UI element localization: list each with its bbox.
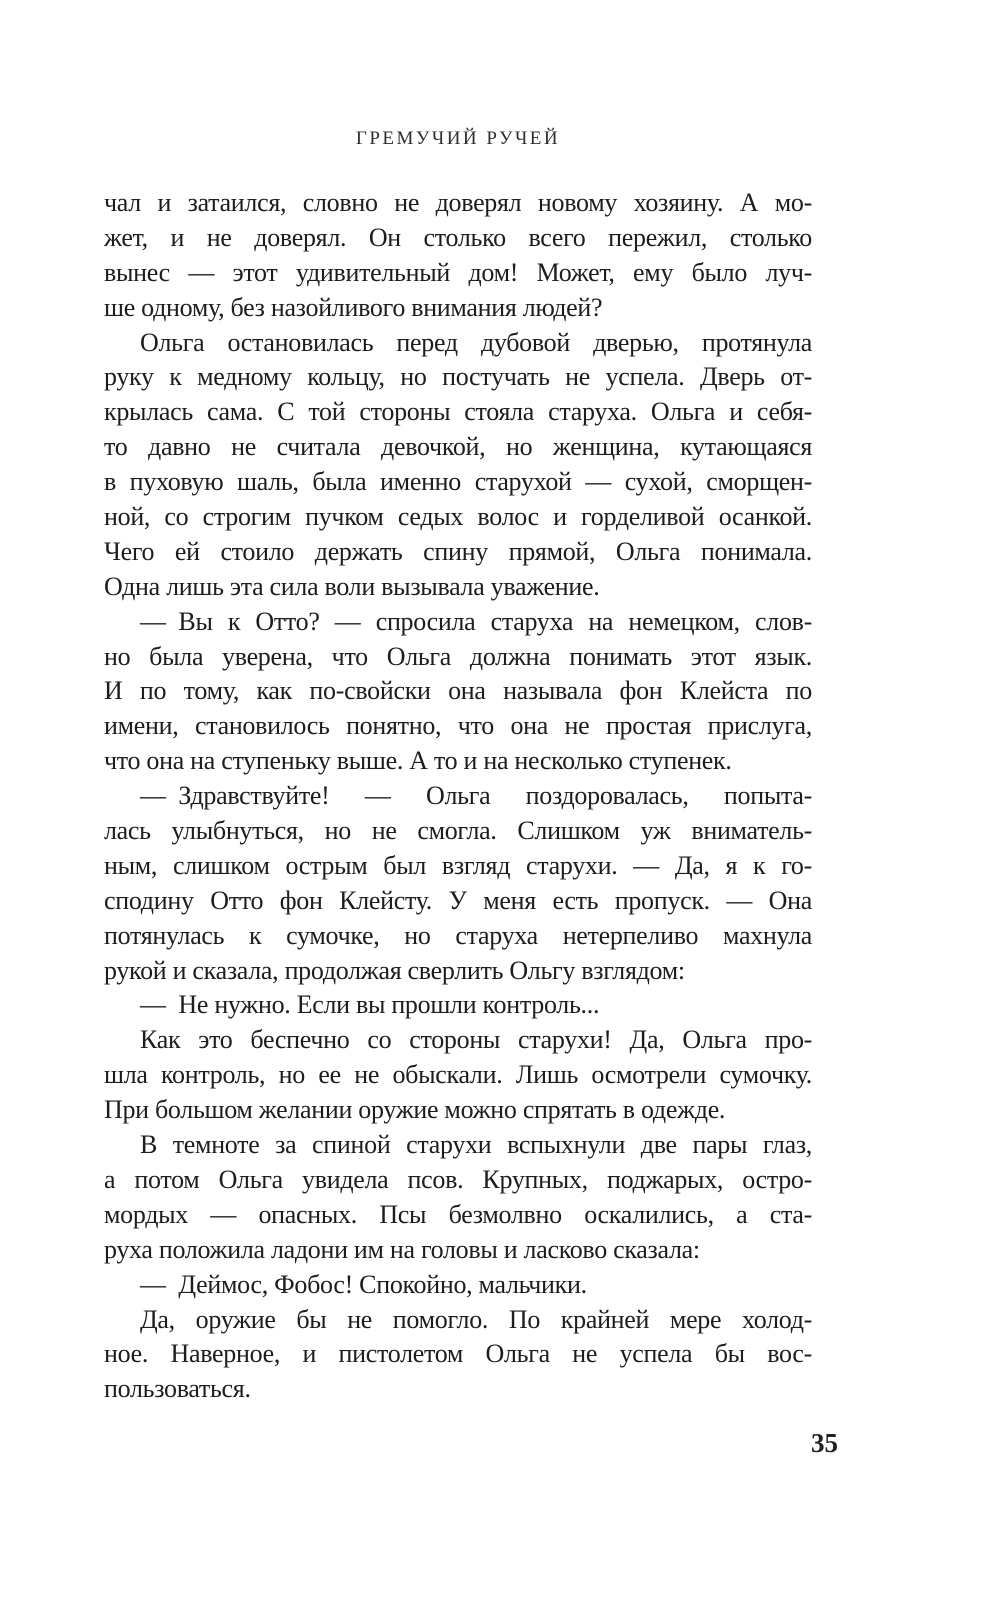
text-line: ное. Наверное, и пистолетом Ольга не успела бы вос- [104, 1339, 812, 1369]
text-line: При большом желании оружие можно спрятать в одежде. [104, 1095, 726, 1125]
text-line: потянулась к сумочке, но старуха нетерпеливо махнула [104, 920, 812, 950]
text-line: — Деймос, Фобос! Спокойно, мальчики. [140, 1269, 587, 1299]
text-line: — Вы к Отто? — спросила старуха на немецком, слов- [140, 606, 812, 636]
text-line: сподину Отто фон Клейсту. У меня есть пропуск. — Она [104, 885, 812, 915]
text-line: руку к медному кольцу, но постучать не успела. Дверь от- [104, 362, 812, 392]
text-line: — Не нужно. Если вы прошли контроль... [140, 990, 600, 1020]
text-line: ной, со строгим пучком седых волос и горделивой осанкой. [104, 502, 812, 532]
paragraph [104, 326, 812, 605]
text-line: имени, становилось понятно, что она не простая прислуга, [104, 711, 812, 741]
text-line: ше одному, без назойливого внимания людей? [104, 292, 603, 322]
text-line: то давно не считала девочкой, но женщина, кутающаяся [104, 432, 812, 462]
text-line: чал и затаился, словно не доверял новому хозяину. А мо- [104, 188, 812, 217]
text-line: рукой и сказала, продолжая сверлить Ольгу взглядом: [104, 955, 685, 985]
paragraph [104, 1128, 812, 1268]
text-line: шла контроль, но ее не обыскали. Лишь осмотрели сумочку. [104, 1060, 812, 1090]
text-line: мордых — опасных. Псы безмолвно оскалились, а ста- [104, 1199, 812, 1229]
text-line: но была уверена, что Ольга должна понимать этот язык. [104, 641, 812, 671]
paragraph [104, 988, 812, 1023]
text-line: пользоваться. [104, 1374, 251, 1404]
text-line: И по тому, как по-свойски она называла фон Клейста по [104, 676, 812, 706]
text-line: что она на ступеньку выше. А то и на несколько ступенек. [104, 746, 732, 776]
text-line: крылась сама. С той стороны стояла старуха. Ольга и себя- [104, 397, 812, 427]
text-line: а потом Ольга увидела псов. Крупных, поджарых, остро- [104, 1164, 812, 1194]
text-line: руха положила ладони им на головы и ласково сказала: [104, 1234, 700, 1264]
paragraph [104, 779, 812, 988]
text-line: Чего ей стоило держать спину прямой, Ольга понимала. [104, 536, 812, 566]
text-line: В темноте за спиной старухи вспыхнули две пары глаз, [140, 1130, 812, 1160]
paragraph [104, 605, 812, 779]
text-line: — Здравствуйте! — Ольга поздоровалась, попыта- [140, 781, 812, 811]
text-line: Одна лишь эта сила воли вызывала уважение. [104, 571, 600, 601]
text-line: Как это беспечно со стороны старухи! Да, Ольга про- [140, 1025, 812, 1055]
paragraph [104, 1023, 812, 1128]
page-number: 35 [811, 1428, 838, 1458]
text-line: лась улыбнуться, но не смогла. Слишком уж вниматель- [104, 816, 812, 846]
paragraph [104, 1268, 812, 1303]
text-line: жет, и не доверял. Он столько всего пережил, столько [104, 222, 812, 252]
paragraph [104, 186, 812, 326]
text-line: Да, оружие бы не помогло. По крайней мере холод- [140, 1304, 812, 1334]
text-line: в пуховую шаль, была именно старухой — сухой, сморщен- [104, 467, 812, 497]
paragraph [104, 1303, 812, 1408]
text-line: вынес — этот удивительный дом! Может, ему было луч- [104, 257, 812, 287]
running-header: ГРЕМУЧИЙ РУЧЕЙ [355, 128, 561, 149]
text-line: Ольга остановилась перед дубовой дверью, протянула [140, 327, 812, 357]
page-text [104, 186, 812, 1407]
text-line: ным, слишком острым был взгляд старухи. — Да, я к го- [104, 850, 812, 880]
